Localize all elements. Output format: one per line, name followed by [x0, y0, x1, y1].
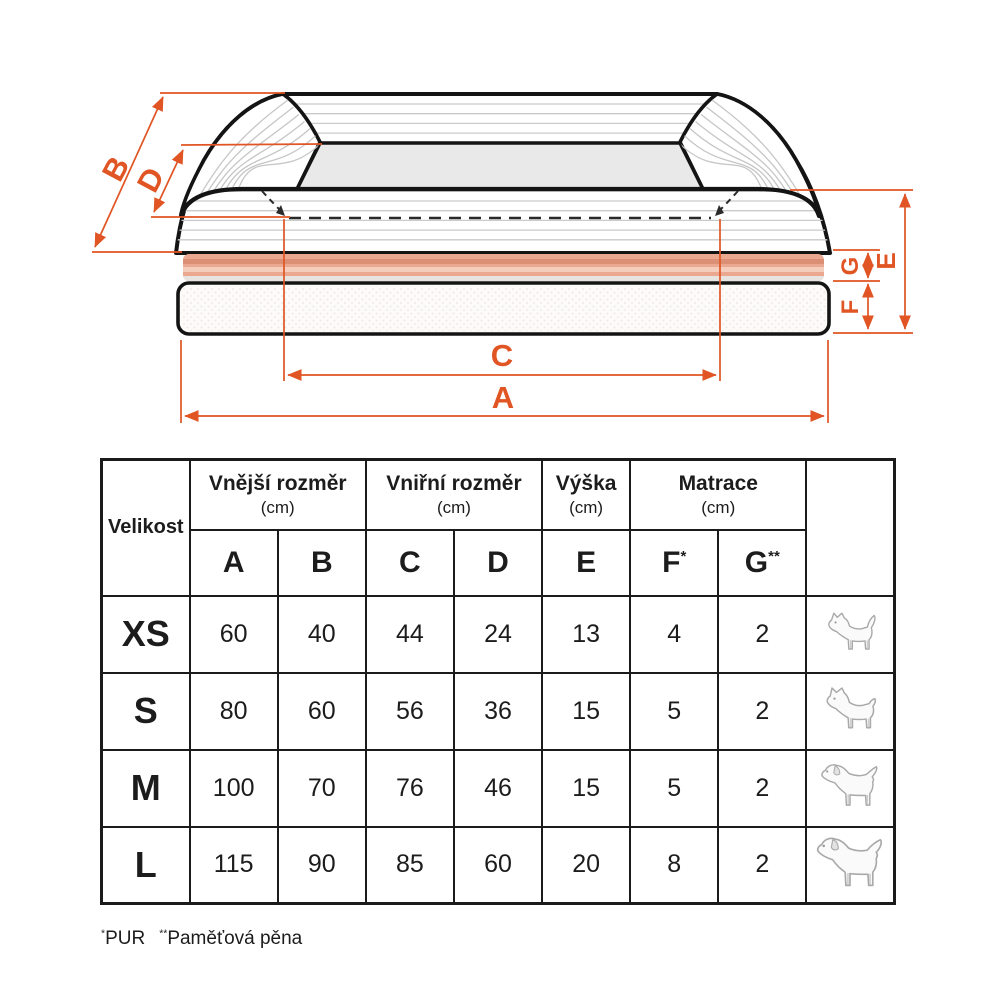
dim-label-d: D [130, 161, 172, 198]
column-letter-a: A [190, 530, 278, 596]
cell-value: 2 [718, 827, 806, 904]
cell-value: 90 [278, 827, 366, 904]
cell-value: 70 [278, 750, 366, 827]
header-inner-dimension: Vniřní rozměr (cm) [366, 460, 542, 530]
cell-value: 85 [366, 827, 454, 904]
cell-value: 20 [542, 827, 630, 904]
base-foam-texture [181, 286, 826, 331]
size-label-s: S [102, 673, 190, 750]
footnote-pur: PUR [105, 928, 146, 949]
cell-value: 60 [454, 827, 542, 904]
column-letter-c: C [366, 530, 454, 596]
header-outer-dimension: Vnější rozměr (cm) [190, 460, 366, 530]
cell-value: 5 [630, 750, 718, 827]
cell-value: 60 [190, 596, 278, 673]
table-row-xs [102, 596, 895, 673]
size-table [100, 458, 896, 905]
column-letter-g: G** [718, 530, 806, 596]
size-label-xs: XS [102, 596, 190, 673]
dim-label-g: G [837, 256, 864, 276]
cell-value: 15 [542, 673, 630, 750]
cell-value: 15 [542, 750, 630, 827]
header-height: Výška (cm) [542, 460, 630, 530]
dim-label-b: B [95, 150, 137, 187]
cell-value: 24 [454, 596, 542, 673]
table-row-m [102, 750, 895, 827]
footnote [101, 928, 302, 950]
footnote-double-asterisk: ** [159, 928, 168, 940]
column-letter-f: F* [630, 530, 718, 596]
dim-label-f: F [837, 299, 864, 315]
dim-label-a: A [491, 380, 515, 415]
cell-value: 2 [718, 673, 806, 750]
dog-icon-french-bulldog [806, 673, 894, 750]
cell-value: 115 [190, 827, 278, 904]
cell-value: 40 [278, 596, 366, 673]
cell-value: 2 [718, 750, 806, 827]
cell-value: 56 [366, 673, 454, 750]
cell-value: 60 [278, 673, 366, 750]
cell-value: 8 [630, 827, 718, 904]
header-dog-column [806, 460, 894, 596]
table-row-l [102, 827, 895, 904]
header-mattress: Matrace (cm) [630, 460, 806, 530]
dim-label-c: C [490, 338, 514, 373]
bed-diagram [0, 0, 1000, 452]
column-letter-d: D [454, 530, 542, 596]
cell-value: 5 [630, 673, 718, 750]
inner-cushion [297, 143, 703, 189]
cell-value: 36 [454, 673, 542, 750]
column-letter-e: E [542, 530, 630, 596]
size-label-l: L [102, 827, 190, 904]
cell-value: 13 [542, 596, 630, 673]
cell-value: 76 [366, 750, 454, 827]
header-velikost: Velikost [102, 460, 190, 596]
cell-value: 100 [190, 750, 278, 827]
cell-value: 2 [718, 596, 806, 673]
memory-foam-layer [183, 254, 824, 281]
table-row-s [102, 673, 895, 750]
cell-value: 44 [366, 596, 454, 673]
cell-value: 4 [630, 596, 718, 673]
size-label-m: M [102, 750, 190, 827]
footnote-asterisk: * [101, 928, 106, 940]
cell-value: 80 [190, 673, 278, 750]
dim-label-e: E [871, 252, 901, 270]
cell-value: 46 [454, 750, 542, 827]
dog-icon-terrier [806, 596, 894, 673]
footnote-memory-foam: Paměťová pěna [167, 928, 303, 949]
dog-icon-retriever [806, 827, 894, 904]
column-letter-b: B [278, 530, 366, 596]
dog-icon-pointer [806, 750, 894, 827]
